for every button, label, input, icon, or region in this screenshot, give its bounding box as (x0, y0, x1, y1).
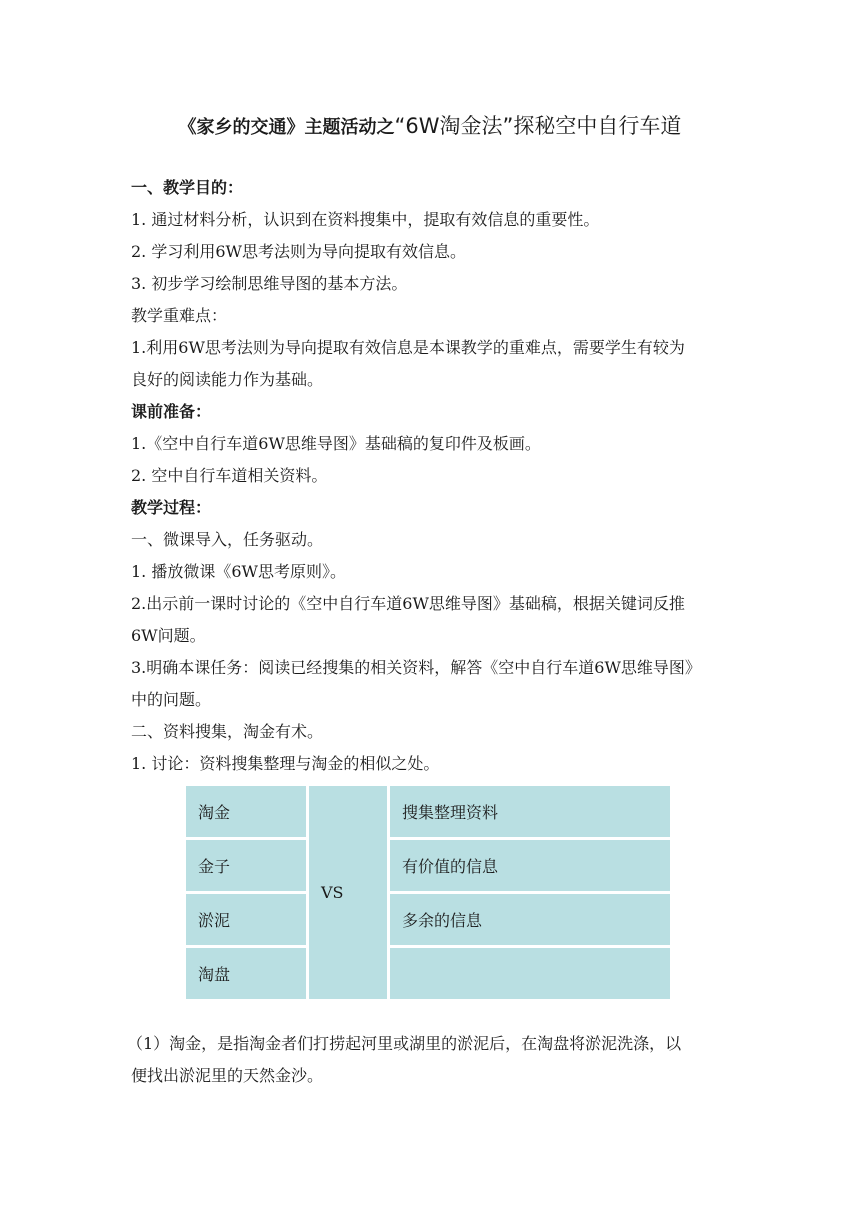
heading-key-points: 教学重难点： (131, 306, 228, 325)
title-part-1: 《家乡的交通》主题活动之 (178, 117, 395, 138)
preparation-2: 2. 空中自行车道相关资料。 (131, 466, 328, 485)
table-cell (390, 948, 670, 999)
vs-cell: VS (309, 786, 387, 999)
comparison-table (183, 783, 673, 1002)
objective-1: 1. 通过材料分析，认识到在资料搜集中，提取有效信息的重要性。 (131, 210, 600, 229)
table-cell: 淤泥 (186, 894, 306, 945)
heading-process: 教学过程： (131, 498, 212, 517)
table-cell: 淘金 (186, 786, 306, 837)
process-step-1: 1. 播放微课《6W思考原则》。 (131, 562, 346, 581)
title-part-2: “6W淘金法”探秘空中自行车道 (394, 114, 682, 138)
paragraph-1-line-1: （1）淘金，是指淘金者们打捞起河里或湖里的淤泥后，在淘盘将淤泥洗涤，以 (127, 1034, 682, 1053)
table-cell: 搜集整理资料 (390, 786, 670, 837)
heading-preparation: 课前准备： (131, 402, 212, 421)
table-row (186, 840, 670, 891)
discussion-item: 1. 讨论：资料搜集整理与淘金的相似之处。 (131, 754, 440, 773)
preparation-1: 1.《空中自行车道6W思维导图》基础稿的复印件及板画。 (131, 434, 541, 453)
process-step-2-line-2: 6W问题。 (131, 626, 206, 645)
key-point-line-1: 1.利用6W思考法则为导向提取有效信息是本课教学的重难点，需要学生有较为 (131, 338, 685, 357)
heading-objectives: 一、教学目的： (131, 178, 244, 197)
objective-2: 2. 学习利用6W思考法则为导向提取有效信息。 (131, 242, 466, 261)
table-cell: 多余的信息 (390, 894, 670, 945)
process-step-3-line-2: 中的问题。 (131, 690, 212, 709)
table-row (186, 894, 670, 945)
table-row (186, 786, 670, 837)
process-step-3-line-1: 3.明确本课任务：阅读已经搜集的相关资料，解答《空中自行车道6W思维导图》 (131, 658, 701, 677)
process-step-2-line-1: 2.出示前一课时讨论的《空中自行车道6W思维导图》基础稿，根据关键词反推 (131, 594, 685, 613)
table-row (186, 948, 670, 999)
process-section-1: 一、微课导入，任务驱动。 (131, 530, 324, 549)
table-cell: 淘盘 (186, 948, 306, 999)
objective-3: 3. 初步学习绘制思维导图的基本方法。 (131, 274, 408, 293)
table-cell: 有价值的信息 (390, 840, 670, 891)
table-cell: 金子 (186, 840, 306, 891)
process-section-2: 二、资料搜集，淘金有术。 (131, 722, 324, 741)
key-point-line-2: 良好的阅读能力作为基础。 (131, 370, 324, 389)
document-title (0, 110, 860, 140)
paragraph-1-line-2: 便找出淤泥里的天然金沙。 (131, 1066, 324, 1085)
